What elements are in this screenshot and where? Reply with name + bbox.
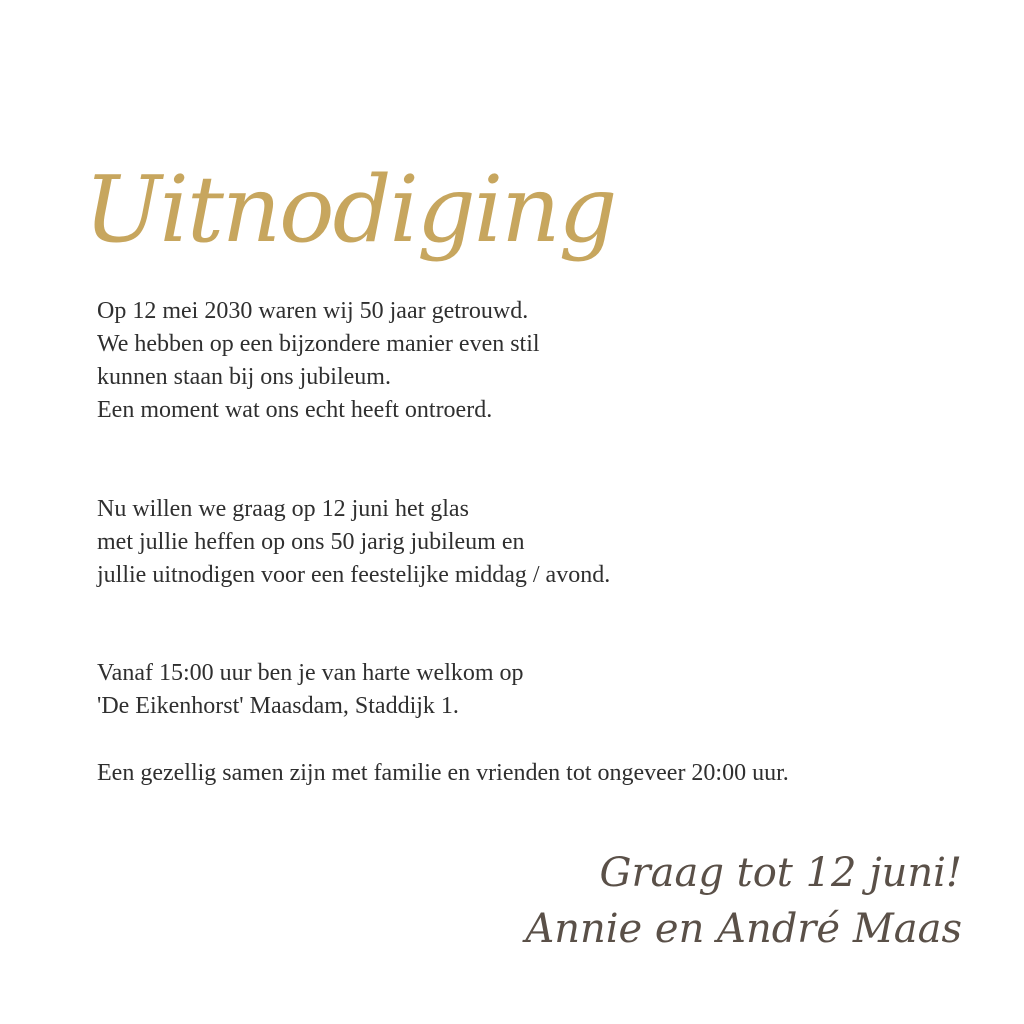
paragraph-line: met jullie heffen op ons 50 jarig jubileum en <box>97 529 525 555</box>
paragraph-invitation <box>97 493 977 592</box>
paragraph-line: We hebben op een bijzondere manier even stil <box>97 331 540 357</box>
paragraph-venue <box>97 657 977 723</box>
signoff-names: Annie en André Maas <box>525 906 962 952</box>
signoff-greeting: Graag tot 12 juni! <box>599 850 962 896</box>
paragraph-line: Een gezellig samen zijn met familie en vrienden tot ongeveer 20:00 uur. <box>97 760 789 786</box>
paragraph-duration <box>97 757 977 790</box>
paragraph-line: Nu willen we graag op 12 juni het glas <box>97 496 469 522</box>
paragraph-line: 'De Eikenhorst' Maasdam, Staddijk 1. <box>97 693 459 719</box>
paragraph-line: Op 12 mei 2030 waren wij 50 jaar getrouwd. <box>97 298 529 324</box>
paragraph-anniversary <box>97 295 977 427</box>
paragraph-line: jullie uitnodigen voor een feestelijke middag / avond. <box>97 562 611 588</box>
invitation-title: Uitnodiging <box>84 156 616 263</box>
paragraph-line: Vanaf 15:00 uur ben je van harte welkom op <box>97 660 524 686</box>
paragraph-line: kunnen staan bij ons jubileum. <box>97 364 391 390</box>
signoff <box>462 845 962 957</box>
paragraph-line: Een moment wat ons echt heeft ontroerd. <box>97 397 493 423</box>
